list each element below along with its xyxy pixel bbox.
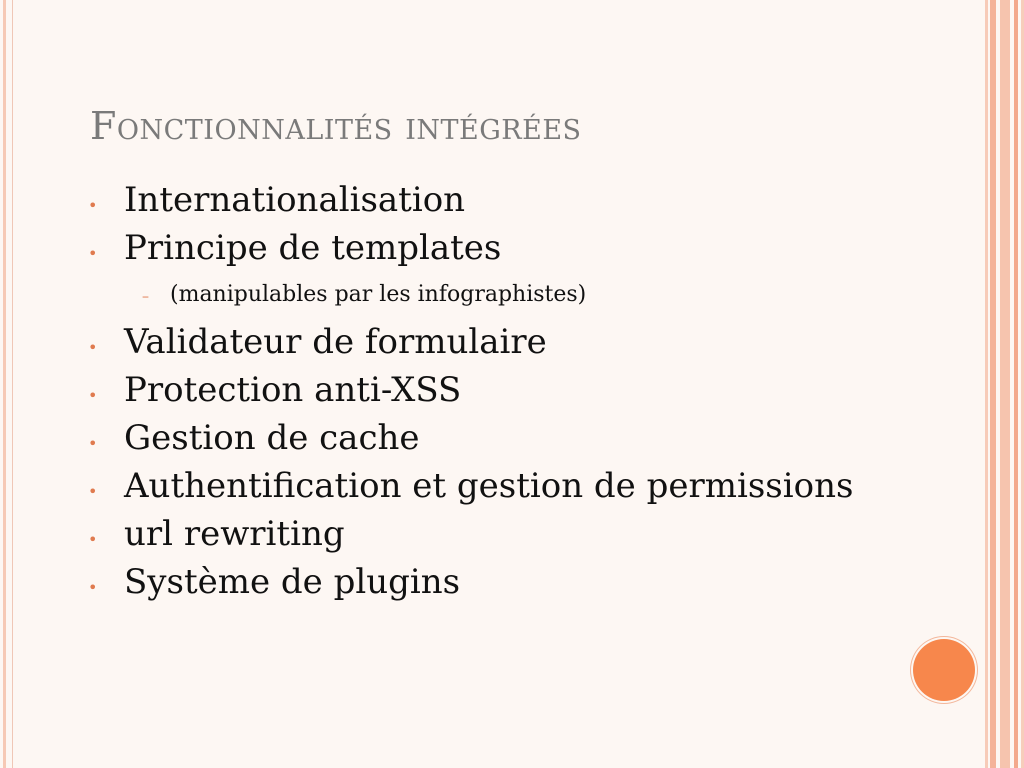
bullet-icon: • <box>88 338 98 357</box>
stripe <box>1000 0 1010 768</box>
slide-title: Fonctionnalités intégrées <box>90 104 582 148</box>
bullet-icon: • <box>88 244 98 263</box>
right-stripes-decoration <box>980 0 1024 768</box>
sub-list-item <box>84 272 924 318</box>
stripe <box>990 0 996 768</box>
list-item-text: Gestion de cache <box>124 418 420 458</box>
bullet-list <box>84 176 924 606</box>
bullet-icon: • <box>88 196 98 215</box>
list-item-text: Validateur de formulaire <box>124 322 547 362</box>
list-item-text: Protection anti-XSS <box>124 370 462 410</box>
stripe <box>1014 0 1018 768</box>
bullet-icon: • <box>88 530 98 549</box>
list-item <box>84 510 924 558</box>
list-item-text: Authentification et gestion de permissions <box>124 466 854 506</box>
list-item <box>84 224 924 272</box>
list-item <box>84 414 924 462</box>
list-item-text: url rewriting <box>124 514 345 554</box>
list-item-text: Système de plugins <box>124 562 461 602</box>
list-item-text: Internationalisation <box>124 180 466 220</box>
bullet-icon: • <box>88 578 98 597</box>
bullet-icon: • <box>88 386 98 405</box>
list-item <box>84 318 924 366</box>
left-border-decoration <box>0 0 13 768</box>
orange-circle-decoration <box>913 639 975 701</box>
list-item-text: Principe de templates <box>124 228 502 268</box>
bullet-icon: • <box>88 482 98 501</box>
dash-bullet-icon: – <box>142 289 149 305</box>
list-item <box>84 462 924 510</box>
list-item <box>84 366 924 414</box>
list-item <box>84 176 924 224</box>
bullet-icon: • <box>88 434 98 453</box>
list-item <box>84 558 924 606</box>
sub-list-item-text: (manipulables par les infographistes) <box>170 282 587 307</box>
stripe <box>985 0 988 768</box>
